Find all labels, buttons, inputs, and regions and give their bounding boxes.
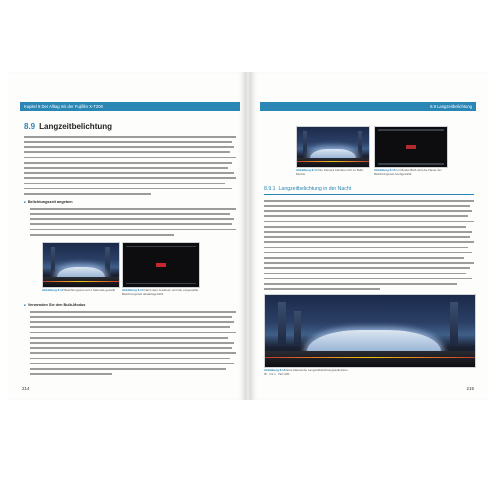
caption-top-left-label: Abbildung 8.14 <box>296 168 318 172</box>
caption-1-label: Abbildung 8.12 <box>42 288 64 292</box>
left-running-header: Kapitel 8 Der Alltag mit der Fujifilm X-T200 <box>20 102 240 111</box>
caption-2-label: Abbildung 8.13 <box>122 288 144 292</box>
caption-bottom-text: Eine klassische Langzeitbelichtungsaufnahme <box>286 368 348 372</box>
caption-figure-8-13 <box>122 288 200 296</box>
caption-top-right-label: Abbildung 8.15 <box>374 168 396 172</box>
caption-figure-8-12 <box>42 288 118 292</box>
caption-2-text: Nach dem Auslösen wird die eingestellte Belichtungszeit abwärtsgezählt <box>122 288 199 297</box>
subsection-rule <box>264 194 474 195</box>
caption-top-right-text: Im Modus Bulb wird die Dauer der Belichtungszeit hochgezählt. <box>374 168 442 177</box>
right-running-header: 8.9 Langzeitbelichtung <box>260 102 476 111</box>
bullet-heading-1: ■ Belichtungszeit angeben <box>24 200 73 204</box>
left-page-number: 214 <box>22 386 30 391</box>
left-page <box>8 72 246 400</box>
section-heading <box>24 122 112 131</box>
bullet-1-paragraph <box>30 206 236 237</box>
caption-bottom-label: Abbildung 8.16 <box>264 368 286 372</box>
bullet-2-paragraph <box>30 309 236 376</box>
section-title: Langzeitbelichtung <box>39 122 113 131</box>
right-body-paragraph <box>264 198 474 291</box>
caption-bottom-exif: f8 · 1/1 s · ISO 200 <box>264 372 290 377</box>
subsection-heading <box>264 186 351 192</box>
subsection-title: Langzeitbelichtung in der Nacht <box>278 186 352 192</box>
caption-figure-8-16 <box>264 368 474 376</box>
caption-figure-8-15 <box>374 168 450 176</box>
left-intro-paragraph <box>24 134 236 196</box>
right-page <box>250 72 488 400</box>
photo-camera-display <box>122 242 200 288</box>
right-page-number: 215 <box>466 386 474 391</box>
caption-top-left-text: Die Kamera befindet sich im Bulb-Modus. <box>296 168 364 177</box>
photo-bulb-display <box>374 126 448 168</box>
book-spread <box>8 72 488 400</box>
section-number: 8.9 <box>24 122 36 131</box>
photo-night-building-small <box>42 242 120 288</box>
photo-night-building-large <box>264 294 476 368</box>
caption-1-text: Belichtungszeit auf 1 Sekunde gestellt <box>64 288 116 292</box>
bullet-heading-2: ■ Verwenden Sie den Bulb-Modus <box>24 303 85 307</box>
caption-figure-8-14 <box>296 168 370 176</box>
subsection-number: 8.9.1 <box>264 186 276 192</box>
photo-bulb-mode-building <box>296 126 370 168</box>
